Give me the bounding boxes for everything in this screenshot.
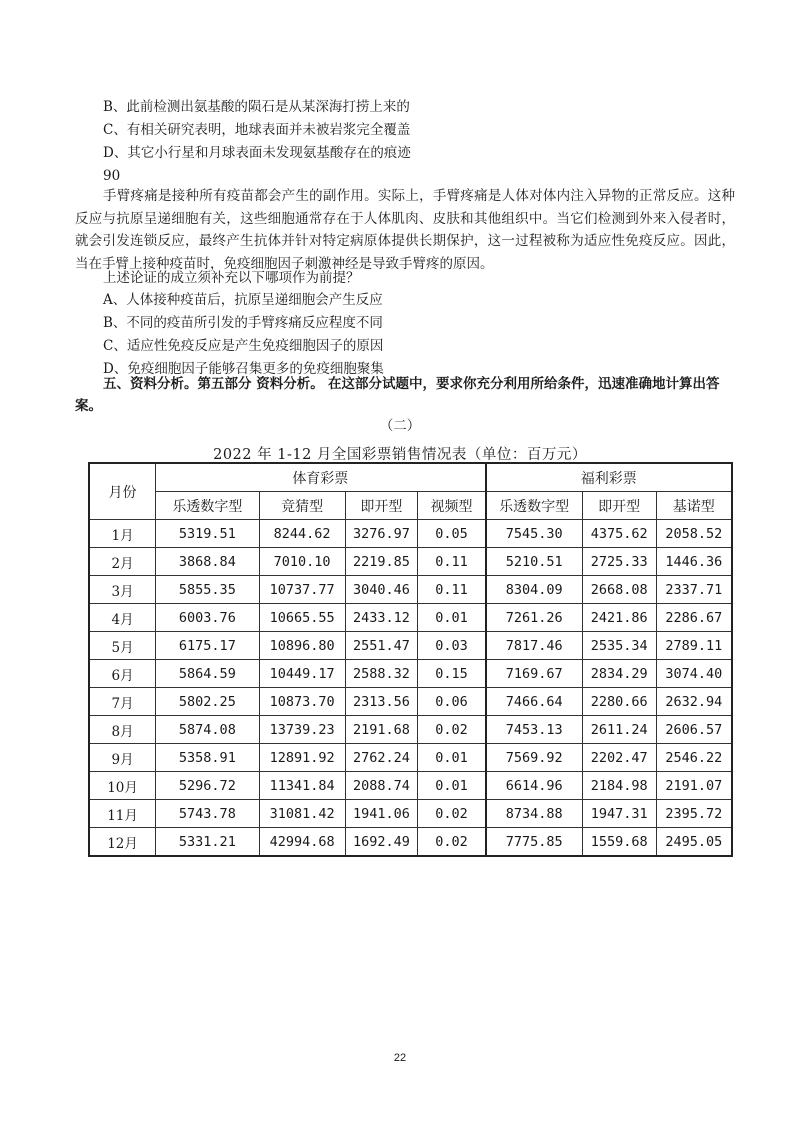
value-cell: 12891.92: [259, 744, 345, 772]
value-cell: 1446.36: [656, 548, 732, 576]
value-cell: 31081.42: [259, 800, 345, 828]
month-cell: 12月: [89, 828, 156, 857]
value-cell: 0.11: [418, 548, 486, 576]
group-header-sports: 体育彩票: [156, 463, 486, 492]
value-cell: 10873.70: [259, 688, 345, 716]
question-passage: 手臂疼痛是接种所有疫苗都会产生的副作用。实际上，手臂疼痛是人体对体内注入异物的正常反应。这种反应与抗原呈递细胞有关，这些细胞通常存在于人体肌肉、皮肤和其他组织中。当它们检测到外来入侵者时，就会引发连锁反应，最终产生抗体并针对特定病原体提供长期保护，这一过程被称为适应性免疫反应。因此，当在手臂上接种疫苗时，免疫细胞因子刺激神经是导致手臂疼的原因。: [75, 188, 735, 272]
value-cell: 5802.25: [156, 688, 260, 716]
value-cell: 2725.33: [582, 548, 656, 576]
value-cell: 6614.96: [486, 772, 583, 800]
value-cell: 11341.84: [259, 772, 345, 800]
value-cell: 7817.46: [486, 632, 583, 660]
value-cell: 0.11: [418, 576, 486, 604]
value-cell: 6175.17: [156, 632, 260, 660]
value-cell: 2184.98: [582, 772, 656, 800]
col-header: 乐透数字型: [486, 492, 583, 520]
value-cell: 2495.05: [656, 828, 732, 857]
value-cell: 0.15: [418, 660, 486, 688]
col-header: 乐透数字型: [156, 492, 260, 520]
value-cell: 10896.80: [259, 632, 345, 660]
month-cell: 9月: [89, 744, 156, 772]
value-cell: 10449.17: [259, 660, 345, 688]
value-cell: 1692.49: [345, 828, 418, 857]
value-cell: 0.01: [418, 772, 486, 800]
value-cell: 2535.34: [582, 632, 656, 660]
month-cell: 8月: [89, 716, 156, 744]
value-cell: 5331.21: [156, 828, 260, 857]
table-body: [89, 520, 732, 857]
col-header: 即开型: [345, 492, 418, 520]
value-cell: 8244.62: [259, 520, 345, 548]
col-header: 竞猜型: [259, 492, 345, 520]
value-cell: 7545.30: [486, 520, 583, 548]
question-number: 90: [103, 168, 121, 184]
value-cell: 2337.71: [656, 576, 732, 604]
value-cell: 1947.31: [582, 800, 656, 828]
table-title: 2022 年 1-12 月全国彩票销售情况表（单位：百万元）: [213, 447, 587, 463]
value-cell: 7453.13: [486, 716, 583, 744]
col-header: 即开型: [582, 492, 656, 520]
value-cell: 1559.68: [582, 828, 656, 857]
option-d: D、免疫细胞因子能够召集更多的免疫细胞聚集: [103, 361, 384, 377]
value-cell: 42994.68: [259, 828, 345, 857]
value-cell: 2762.24: [345, 744, 418, 772]
option-c-prev: C、有相关研究表明，地球表面并未被岩浆完全覆盖: [103, 122, 411, 138]
option-b-prev: B、此前检测出氨基酸的陨石是从某深海打捞上来的: [103, 99, 410, 115]
lottery-sales-table: [88, 462, 733, 857]
value-cell: 8734.88: [486, 800, 583, 828]
col-header: 视频型: [418, 492, 486, 520]
value-cell: 13739.23: [259, 716, 345, 744]
option-d-prev: D、其它小行星和月球表面未发现氨基酸存在的痕迹: [103, 145, 411, 161]
question-stem: 上述论证的成立须补充以下哪项作为前提？: [103, 270, 360, 286]
value-cell: 6003.76: [156, 604, 260, 632]
value-cell: 7775.85: [486, 828, 583, 857]
value-cell: 7466.64: [486, 688, 583, 716]
value-cell: 7569.92: [486, 744, 583, 772]
month-cell: 2月: [89, 548, 156, 576]
value-cell: 2313.56: [345, 688, 418, 716]
value-cell: 5358.91: [156, 744, 260, 772]
table-row: [89, 520, 732, 548]
value-cell: 7169.67: [486, 660, 583, 688]
value-cell: 0.01: [418, 744, 486, 772]
value-cell: 7010.10: [259, 548, 345, 576]
value-cell: 3040.46: [345, 576, 418, 604]
month-header: 月份: [89, 463, 156, 520]
table-row: [89, 772, 732, 800]
value-cell: 0.03: [418, 632, 486, 660]
value-cell: 2058.52: [656, 520, 732, 548]
value-cell: 2202.47: [582, 744, 656, 772]
value-cell: 2551.47: [345, 632, 418, 660]
month-cell: 4月: [89, 604, 156, 632]
value-cell: 2280.66: [582, 688, 656, 716]
table-row: [89, 632, 732, 660]
value-cell: 5296.72: [156, 772, 260, 800]
value-cell: 0.02: [418, 800, 486, 828]
table-row: [89, 660, 732, 688]
value-cell: 2834.29: [582, 660, 656, 688]
value-cell: 0.01: [418, 604, 486, 632]
value-cell: 1941.06: [345, 800, 418, 828]
group-header-welfare: 福利彩票: [486, 463, 732, 492]
value-cell: 2611.24: [582, 716, 656, 744]
table-row: [89, 744, 732, 772]
value-cell: 10665.55: [259, 604, 345, 632]
option-c: C、适应性免疫反应是产生免疫细胞因子的原因: [103, 338, 384, 354]
value-cell: 0.02: [418, 716, 486, 744]
value-cell: 8304.09: [486, 576, 583, 604]
value-cell: 2191.07: [656, 772, 732, 800]
value-cell: 5874.08: [156, 716, 260, 744]
value-cell: 3074.40: [656, 660, 732, 688]
value-cell: 2588.32: [345, 660, 418, 688]
month-cell: 6月: [89, 660, 156, 688]
section-instruction: 在这部分试题中，要求你充分利用所给条件，迅速准确地计算出答案。: [75, 376, 720, 414]
col-header: 基诺型: [656, 492, 732, 520]
month-cell: 5月: [89, 632, 156, 660]
month-cell: 11月: [89, 800, 156, 828]
value-cell: 2219.85: [345, 548, 418, 576]
page-number: 22: [393, 1052, 407, 1064]
value-cell: 2668.08: [582, 576, 656, 604]
value-cell: 2191.68: [345, 716, 418, 744]
value-cell: 5864.59: [156, 660, 260, 688]
table-row: [89, 604, 732, 632]
option-a: A、人体接种疫苗后，抗原呈递细胞会产生反应: [103, 292, 383, 308]
table-row: [89, 716, 732, 744]
value-cell: 7261.26: [486, 604, 583, 632]
value-cell: 3276.97: [345, 520, 418, 548]
table-row: [89, 800, 732, 828]
table-row: [89, 548, 732, 576]
table-row: [89, 576, 732, 604]
value-cell: 5210.51: [486, 548, 583, 576]
value-cell: 2433.12: [345, 604, 418, 632]
month-cell: 1月: [89, 520, 156, 548]
month-cell: 7月: [89, 688, 156, 716]
month-cell: 10月: [89, 772, 156, 800]
value-cell: 5743.78: [156, 800, 260, 828]
value-cell: 2421.86: [582, 604, 656, 632]
value-cell: 4375.62: [582, 520, 656, 548]
value-cell: 5855.35: [156, 576, 260, 604]
table-row: [89, 828, 732, 857]
value-cell: 3868.84: [156, 548, 260, 576]
month-cell: 3月: [89, 576, 156, 604]
value-cell: 0.05: [418, 520, 486, 548]
section-heading: [75, 373, 735, 417]
value-cell: 2632.94: [656, 688, 732, 716]
value-cell: 10737.77: [259, 576, 345, 604]
value-cell: 0.02: [418, 828, 486, 857]
table-row: [89, 688, 732, 716]
section-title: 五、资料分析。第五部分 资料分析。: [103, 376, 324, 392]
value-cell: 2546.22: [656, 744, 732, 772]
option-b: B、不同的疫苗所引发的手臂疼痛反应程度不同: [103, 315, 383, 331]
value-cell: 2606.57: [656, 716, 732, 744]
value-cell: 2395.72: [656, 800, 732, 828]
value-cell: 0.06: [418, 688, 486, 716]
part-marker: （二）: [379, 418, 421, 434]
value-cell: 2088.74: [345, 772, 418, 800]
value-cell: 2789.11: [656, 632, 732, 660]
value-cell: 5319.51: [156, 520, 260, 548]
value-cell: 2286.67: [656, 604, 732, 632]
